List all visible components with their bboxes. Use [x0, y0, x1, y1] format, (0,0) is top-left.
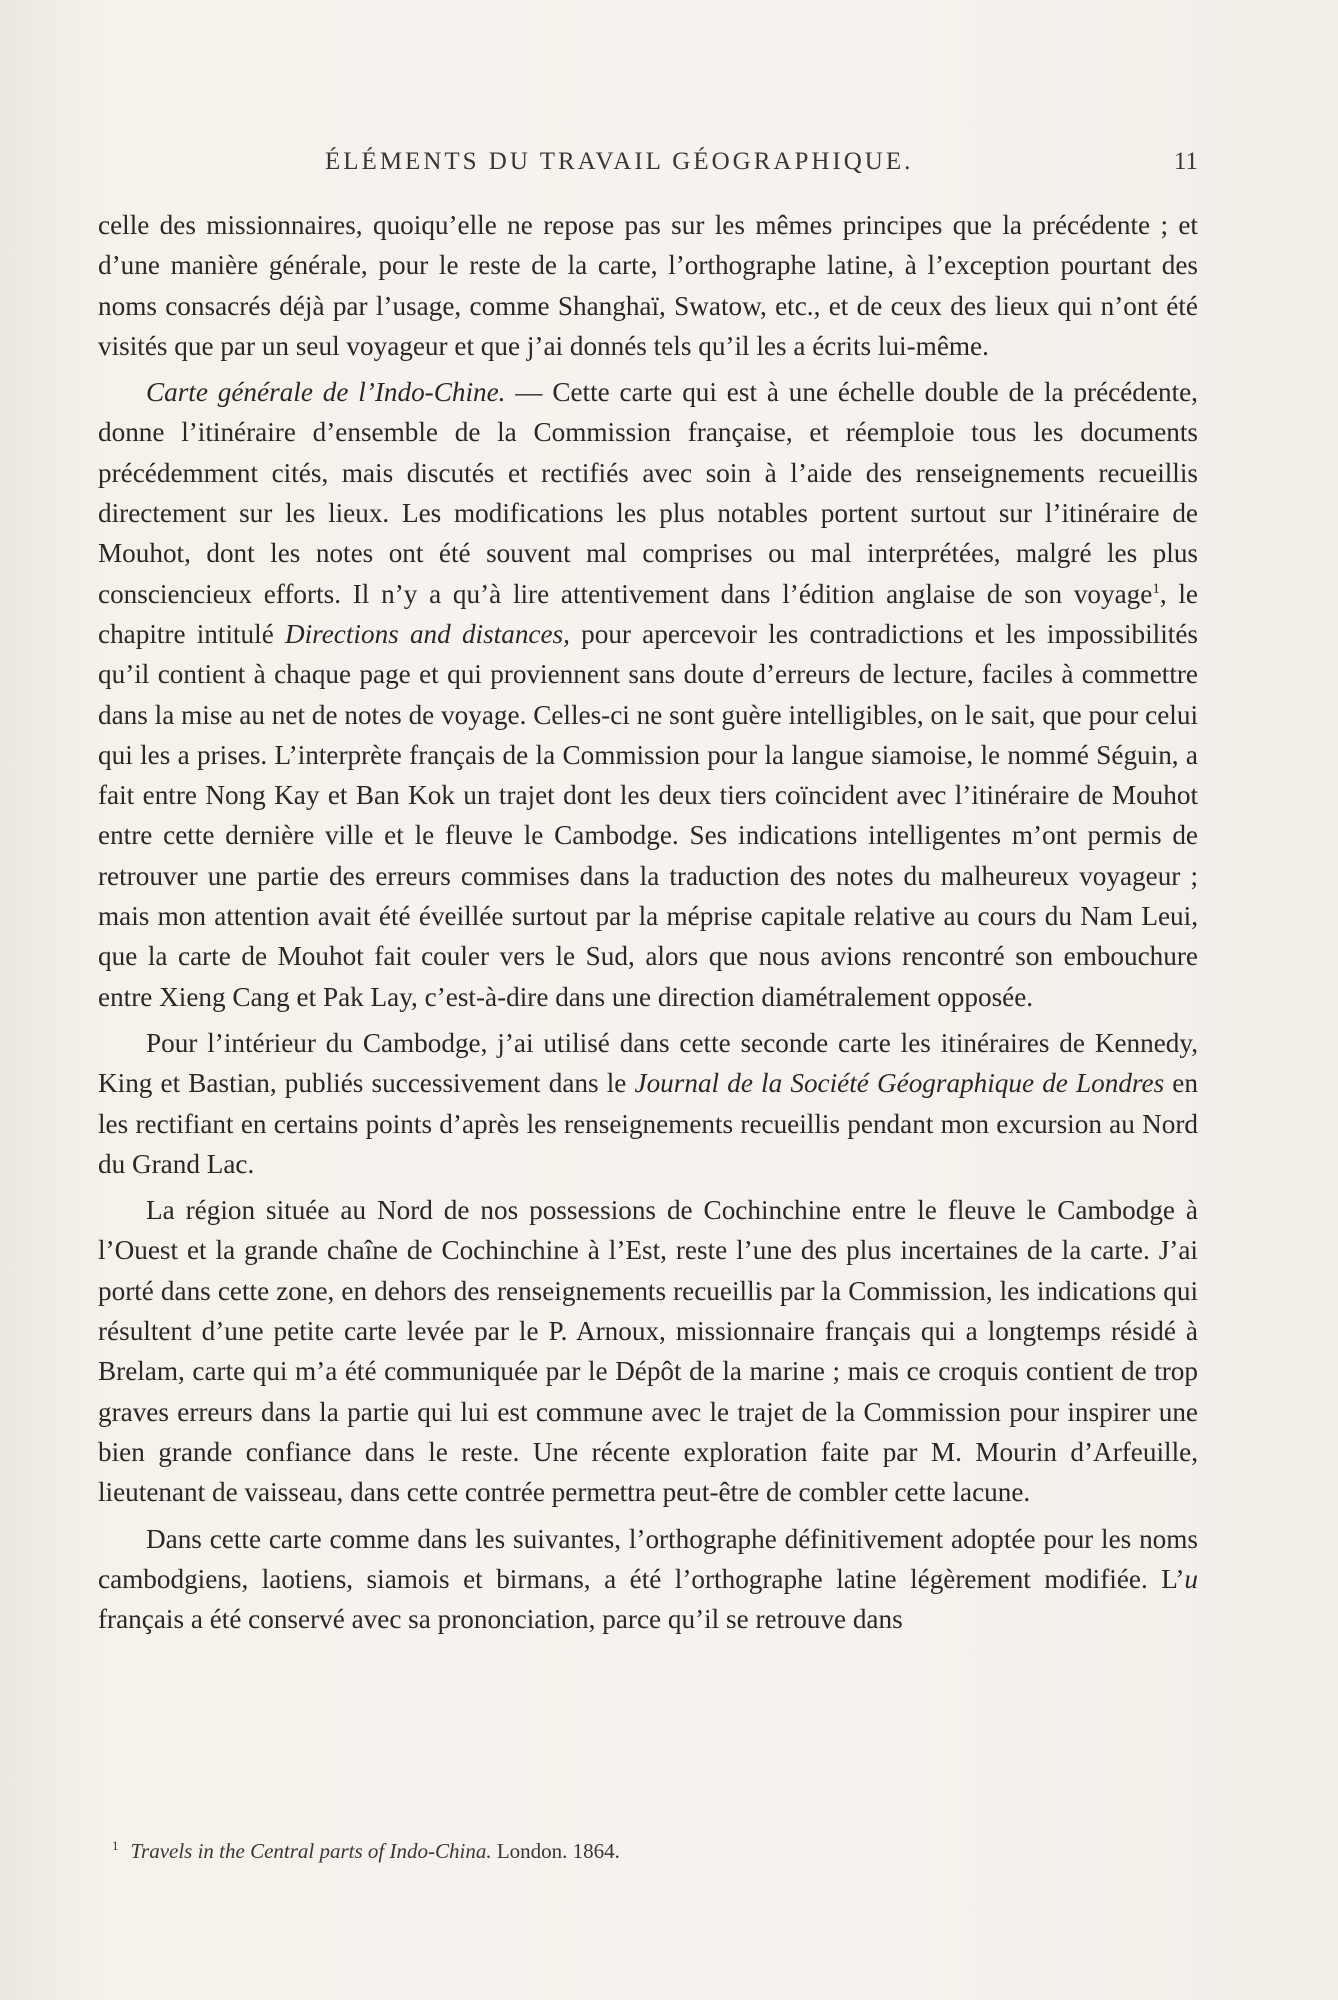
paragraph-2-text-c: pour apercevoir les contradictions et les impossibilités qu’il contient à chaque page et qui proviennent sans doute d’erreurs de lecture, faciles à commettre dans la mise au net de notes de voyage. Celles-ci ne sont guère intelligibles, on le sait, que pour celui qui les a prises. L’interprète français de la Commission pour la langue siamoise, le nommé Séguin, a fait entre Nong Kay et Ban Kok un trajet dont les deux tiers coïncident avec l’itinéraire de Mouhot entre cette dernière ville et le fleuve le Cambodge. Ses indications intelligentes m’ont permis de retrouver une partie des erreurs commises dans la traduction des notes du malheureux voyageur ; mais mon attention avait été éveillée surtout par la méprise capitale relative au cours du Nam Leui, que la carte de Mouhot fait couler vers le Sud, alors que nous avions rencontré son embouchure entre Xieng Cang et Pak Lay, c’est-à-dire dans une direction diamétralement opposée. [98, 618, 1198, 1012]
paragraph-1: celle des missionnaires, quoiqu’elle ne repose pas sur les mêmes principes que la précédente ; et d’une manière générale, pour le reste de la carte, l’orthographe latine, à l’exception pourtant des noms consacrés déjà par l’usage, comme Shanghaï, Swatow, etc., et de ceux des lieux qui n’ont été visités que par un seul voyageur et que j’ai donnés tels qu’il les a écrits lui-même. [98, 210, 1198, 361]
letter-u-italic: u [1184, 1563, 1198, 1594]
footnote-text: London. 1864. [491, 1839, 620, 1863]
paragraph-4: La région située au Nord de nos possessions de Cochinchine entre le fleuve le Cambodge à l’Ouest et la grande chaîne de Cochinchine à l’Est, reste l’une des plus incertaines de la carte. J’ai porté dans cette zone, en dehors des renseignements recueillis par la Commission, les indications qui résultent d’une petite carte levée par le P. Arnoux, missionnaire français qui a longtemps résidé à Brelam, carte qui m’a été communiquée par le Dépôt de la marine ; mais ce croquis contient de trop graves erreurs dans la partie qui lui est commune avec le trajet de la Commission pour inspirer une bien grande confiance dans le reste. Une récente exploration faite par M. Mourin d’Arfeuille, lieutenant de vaisseau, dans cette contrée permettra peut-être de combler cette lacune. [98, 1195, 1198, 1508]
header-title: ÉLÉMENTS DU TRAVAIL GÉOGRAPHIQUE. [325, 148, 914, 175]
paragraph-3-text-a: Pour l’intérieur du Cambodge, j’ai utilisé dans cette seconde carte les itinéraires de Kennedy, King et Bastian, publiés successivement dans le [98, 1027, 1198, 1099]
paragraph-2-text-b: , le chapitre intitulé [98, 578, 1198, 649]
chapter-title-directions: Directions and distances, [284, 618, 570, 649]
running-header [100, 148, 1198, 188]
paragraph-2-text-a: — Cette carte qui est à une échelle double de la précédente, donne l’itinéraire d’ensemble de la Commission française, et réemploie tous les documents précédemment cités, mais discutés et rectifiés avec soin à l’aide des renseignements recueillis directement sur les lieux. Les modifications les plus notables portent surtout sur l’itinéraire de Mouhot, dont les notes ont été souvent mal comprises ou mal interprétées, malgré les plus consciencieux efforts. Il n’y a qu’à lire attentivement dans l’édition anglaise de son voyage [98, 377, 1198, 609]
footnote [112, 1832, 1112, 1865]
journal-title: Journal de la Société Géographique de Londres [634, 1068, 1165, 1099]
paragraph-5-text-a: Dans cette carte comme dans les suivantes, l’orthographe définitivement adoptée pour les noms cambodgiens, laotiens, siamois et birmans, a été l’orthographe latine légèrement modifiée. L’ [98, 1523, 1198, 1594]
paragraph-3 [98, 1023, 1198, 1184]
footnote-book-title: Travels in the Central parts of Indo-China. [130, 1839, 492, 1863]
footnote-mark: 1 [112, 1838, 119, 1853]
paragraph-2 [98, 372, 1198, 1017]
paragraph-3-text-b: en les rectifiant en certains points d’après les renseignements recueillis pendant mon excursion au Nord du Grand Lac. [98, 1068, 1198, 1179]
body-text [98, 205, 1198, 1645]
paragraph-5 [98, 1519, 1198, 1640]
section-title-carte-generale: Carte générale de l’Indo-Chine. [146, 377, 506, 408]
footnote-reference: 1 [1152, 580, 1160, 597]
page-number: 11 [1173, 148, 1198, 175]
paragraph-5-text-b: français a été conservé avec sa prononciation, parce qu’il se retrouve dans [98, 1604, 903, 1635]
